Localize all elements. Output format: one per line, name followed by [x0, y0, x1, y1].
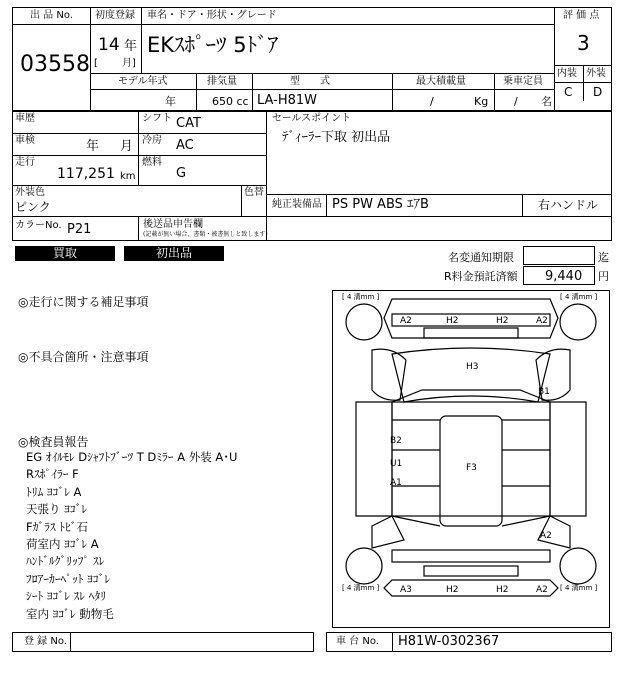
color-number-value: P21 [67, 222, 92, 237]
mark-rear-h2a: H2 [446, 585, 459, 595]
repaint-label: 色替 [244, 187, 264, 198]
inspector-report-line: ﾊﾝﾄﾞﾙｸﾞﾘｯﾌﾟ ｽﾚ [26, 554, 105, 569]
mark-front-h2a: H2 [446, 316, 459, 326]
max-load-unit: Kg [474, 95, 489, 108]
color-number-label: カラーNo. [15, 220, 62, 231]
roof-panel [392, 348, 550, 402]
capacity-label: 乗車定員 [503, 76, 543, 87]
first-registration-label: 初度登録 [95, 10, 135, 21]
title-change-deadline-box [523, 246, 595, 265]
score-value: 3 [577, 31, 590, 55]
ac-value: AC [176, 138, 194, 153]
displacement-value: 650 cc [212, 95, 249, 108]
defects-heading: ◎不具合箇所・注意事項 [18, 350, 149, 364]
shift-label: シフト [142, 113, 172, 124]
sales-point-value: ﾃﾞｨｰﾗｰ下取 初出品 [282, 130, 391, 145]
inspection-year-unit: 年 [86, 139, 100, 154]
model-year-label: モデル年式 [118, 76, 168, 87]
documents-note: (記載が無い場合、書類・被書無しと致します) [143, 231, 268, 238]
inspector-report-line: Fｶﾞﾗｽ ﾄﾋﾞ石 [26, 519, 89, 534]
mark-left-a1: A1 [390, 478, 402, 488]
exterior-label: 外装 [586, 68, 606, 79]
inspection-label: 車検 [15, 135, 35, 146]
body-right [550, 402, 586, 516]
car-condition-diagram [332, 290, 610, 628]
inspector-report-line: 天張り ﾖｺﾞﾚ [26, 502, 88, 517]
capacity-unit: 名 [541, 95, 552, 108]
car-name-label: 車名・ドア・形状・グレード [147, 10, 277, 21]
title-change-deadline-label: 名変通知期限 [448, 251, 514, 264]
tire-depth-rr-label: [ 4 溝mm ] [560, 584, 598, 592]
month-bracket-open: [ [94, 58, 98, 69]
mark-right-rear: A2 [540, 531, 552, 541]
lot-number: 03558 [20, 52, 90, 77]
displacement-label: 排気量 [207, 76, 237, 87]
inspector-report-line: ﾄﾘﾑ ﾖｺﾞﾚ A [26, 484, 82, 499]
tire-depth-fr-label: [ 4 溝mm ] [560, 293, 598, 301]
registration-number-label: 登 録 No. [24, 636, 67, 647]
body-left [356, 402, 392, 516]
fuel-label: 燃料 [142, 157, 162, 168]
buy-badge: 買取 [15, 246, 115, 261]
shift-value: CAT [176, 116, 201, 131]
max-load-label: 最大積載量 [416, 76, 466, 87]
fuel-value: G [176, 166, 187, 181]
recycle-fee-amount: 9,440 [545, 269, 583, 284]
recycle-fee-unit: 円 [598, 270, 609, 283]
inspector-report-line: EG ｵｲﾙﾓﾚ Dｼｬﾌﾄﾌﾞｰﾂ T Dﾐﾗｰ A 外装 A･U [26, 450, 238, 464]
model-year-unit: 年 [165, 95, 176, 108]
mark-front-h2b: H2 [496, 316, 509, 326]
mark-floor: F3 [466, 463, 477, 473]
inspector-report-line: ﾌﾛｱｰｶｰﾍﾟｯﾄ ﾖｺﾞﾚ [26, 571, 111, 586]
mark-front-left: A2 [400, 316, 412, 326]
inspector-report-line: ｼｰﾄ ﾖｺﾞﾚ ｽﾚ ﾍﾀﾘ [26, 589, 106, 604]
tire-depth-rl-label: [ 4 溝mm ] [342, 584, 380, 592]
inspector-report-line: 室内 ﾖｺﾞﾚ 動物毛 [26, 606, 114, 621]
type-label: 型 式 [290, 76, 330, 87]
lot-label: 出 品 No. [30, 10, 73, 21]
mark-right-front: B1 [538, 387, 550, 397]
score-label: 評 価 点 [563, 10, 600, 21]
capacity-separator: / [514, 95, 518, 108]
chassis-number-value: H81W-0302367 [398, 634, 500, 649]
max-load-separator: / [430, 95, 434, 108]
inspector-report-heading: ◎検査員報告 [18, 435, 89, 449]
wheel-front-left [346, 304, 382, 340]
mark-roof: H3 [466, 362, 479, 372]
interior-label: 内装 [557, 68, 577, 79]
mileage-label: 走行 [15, 157, 35, 168]
mark-rear-right: A2 [536, 585, 548, 595]
inspector-report-line: Rｽﾎﾟｲﾗｰ F [26, 467, 79, 482]
steering-value: 右ハンドル [538, 198, 599, 212]
rear-quarter-left [372, 516, 404, 548]
wheel-rear-right [560, 548, 596, 584]
mark-left-u1: U1 [390, 459, 403, 469]
exterior-grade: D [593, 85, 603, 99]
inspection-month-unit: 月 [120, 139, 134, 154]
title-change-deadline-unit: 迄 [598, 251, 609, 264]
ac-label: 冷房 [142, 135, 162, 146]
tire-depth-fl-label: [ 4 溝mm ] [342, 293, 380, 301]
documents-label: 後送品申告欄 [143, 219, 203, 230]
side-left-front [372, 349, 406, 400]
wheel-front-right [560, 304, 596, 340]
mileage-value: 117,251 [57, 166, 115, 182]
car-name: EKｽﾎﾟｰﾂ 5ﾄﾞｱ [147, 33, 279, 57]
type-value: LA-H81W [257, 93, 318, 108]
equipment-label: 純正装備品 [272, 199, 322, 210]
wheel-rear-left [346, 548, 382, 584]
sales-point-label: セールスポイント [272, 113, 352, 124]
inspector-report-line: 荷室内 ﾖｺﾞﾚ A [26, 537, 99, 551]
exterior-color-label: 外装色 [15, 187, 45, 198]
mark-front-right: A2 [536, 316, 548, 326]
driving-notes-heading: ◎走行に関する補足事項 [18, 295, 149, 309]
mark-rear-left: A3 [400, 585, 412, 595]
exterior-color-value: ピンク [15, 200, 51, 214]
first-registration-year: 14 [98, 35, 120, 55]
first-listing-badge: 初出品 [124, 246, 224, 261]
mileage-unit: km [120, 171, 136, 182]
month-unit: 月] [122, 58, 136, 69]
mark-rear-h2b: H2 [496, 585, 509, 595]
recycle-fee-label: R料金預託済額 [444, 270, 518, 283]
mark-left-door: B2 [390, 436, 402, 446]
history-label: 車歴 [15, 113, 35, 124]
chassis-number-label: 車 台 No. [336, 636, 379, 647]
interior-grade: C [564, 85, 573, 99]
year-unit: 年 [124, 39, 138, 54]
equipment-value: PS PW ABS ｴｱB [332, 197, 429, 212]
